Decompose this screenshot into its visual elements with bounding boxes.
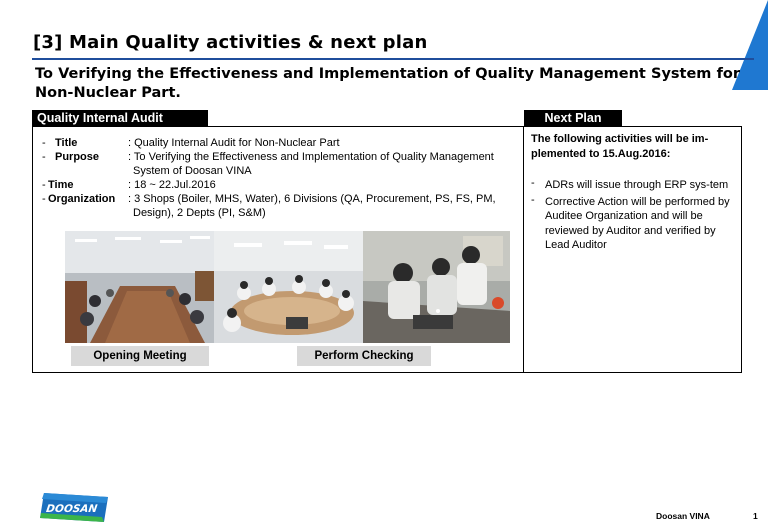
page-title: [3] Main Quality activities & next plan: [33, 32, 428, 53]
info-row-time: - Time : 18 ~ 22.Jul.2016: [42, 178, 518, 192]
info-row-title: - Title : Quality Internal Audit for Non-Nuclear Part: [42, 136, 518, 150]
logo-text: DOOSAN: [45, 503, 99, 515]
next-plan-intro: The following activities will be im-plemented to 15.Aug.2016:: [531, 133, 709, 160]
info-row-purpose: - Purpose : To Verifying the Effectiveness and Implementation of Quality Management System of Doosan VINA: [42, 150, 518, 178]
info-value: : Quality Internal Audit for Non-Nuclear Part: [128, 137, 340, 149]
next-plan-item: - ADRs will issue through ERP sys-tem: [531, 178, 736, 193]
perform-checking-photo-2: [363, 231, 510, 343]
info-value: : To Verifying the Effectiveness and Implementation of Quality Management: [128, 151, 494, 163]
next-plan-label: Next Plan: [524, 110, 622, 126]
next-plan-item: - Corrective Action will be performed by Auditee Organization and will be reviewed by Auditor and verified by Lead Auditor: [531, 195, 736, 253]
info-value: : 18 ~ 22.Jul.2016: [128, 179, 216, 191]
next-plan-panel: [524, 126, 742, 373]
info-key: Organization: [48, 193, 116, 205]
info-key: Purpose: [55, 151, 100, 163]
info-row-organization: - Organization : 3 Shops (Boiler, MHS, Water), 6 Divisions (QA, Procurement, PS, FS, PM, Design), 2 Depts (PI, S&M): [42, 192, 518, 220]
next-plan-list: [531, 178, 736, 253]
opening-meeting-photo: [65, 231, 214, 343]
caption-perform-checking: Perform Checking: [297, 346, 431, 366]
caption-opening-meeting: Opening Meeting: [71, 346, 209, 366]
audit-panel: [32, 126, 524, 373]
audit-section-label: Quality Internal Audit: [32, 110, 208, 126]
footer-company: Doosan VINA: [656, 511, 710, 521]
perform-checking-photo-1: [214, 231, 363, 343]
page-number: 1: [753, 511, 758, 521]
info-value: : 3 Shops (Boiler, MHS, Water), 6 Divisions (QA, Procurement, PS, FS, PM,: [128, 193, 496, 205]
page-subtitle: To Verifying the Effectiveness and Implementation of Quality Management System for Non-Nuclear Part.: [35, 66, 740, 101]
info-key: Time: [48, 179, 74, 191]
doosan-logo: [40, 493, 108, 522]
info-key: Title: [55, 137, 78, 149]
info-value-cont: System of Doosan VINA: [133, 165, 252, 177]
title-divider: [32, 58, 754, 60]
info-value-cont: Design), 2 Depts (PI, S&M): [133, 207, 266, 219]
